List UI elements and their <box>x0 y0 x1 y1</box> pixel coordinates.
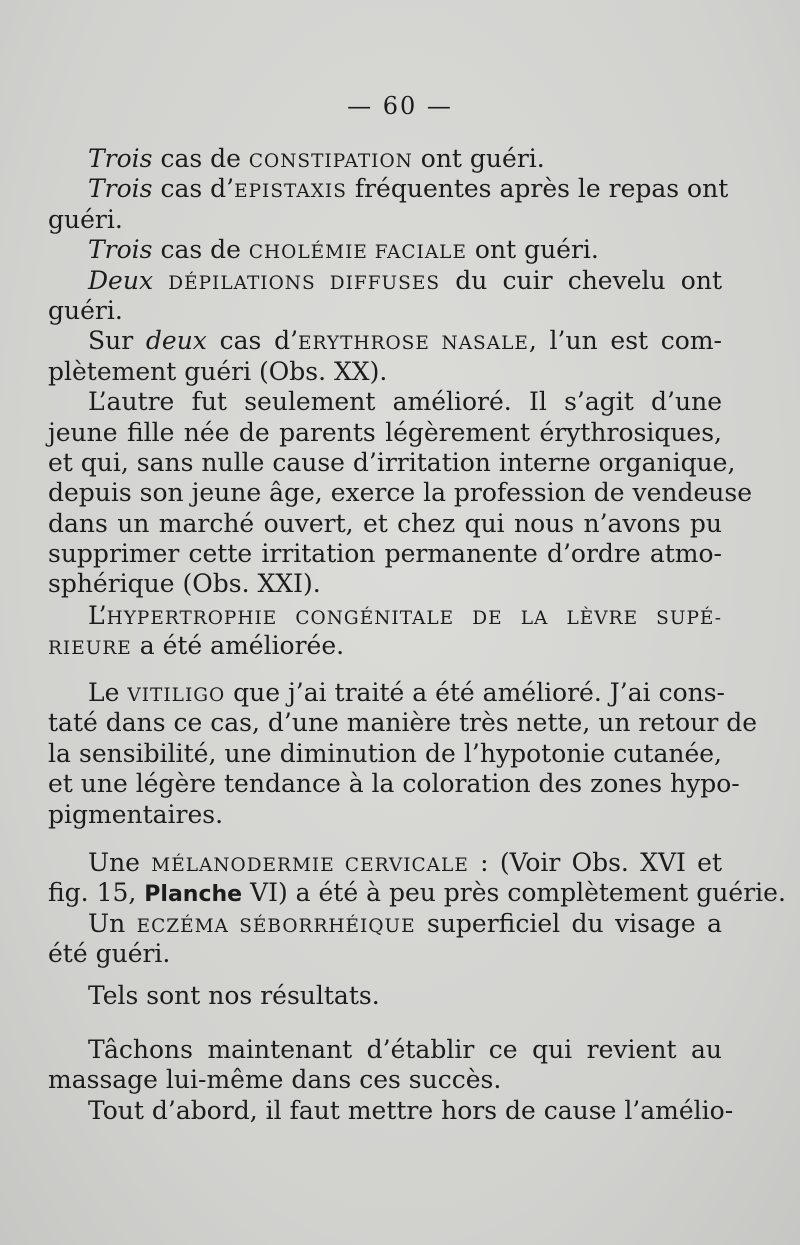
text-line: la sensibilité, une diminution de l’hypotonie cutanée, <box>48 738 722 768</box>
paragraph-results-list <box>48 144 753 600</box>
text-line: Un ECZÉMA SÉBORRHÉIQUE superficiel du visage a <box>88 908 722 938</box>
text-line: Sur deux cas d’ERYTHROSE NASALE, l’un est com- <box>88 326 723 356</box>
text-line: pigmentaires. <box>48 799 224 829</box>
text-line: sphérique (Obs. XXI). <box>48 569 321 599</box>
text-line: L’autre fut seulement amélioré. Il s’agit d’une <box>88 387 722 417</box>
text-line: Tâchons maintenant d’établir ce qui revient au <box>88 1035 722 1064</box>
text-line: guéri. <box>48 295 123 325</box>
text-line: Deux DÉPILATIONS DIFFUSES du cuir chevelu ont <box>88 265 722 295</box>
paragraph-melanodermie <box>48 848 786 970</box>
text-line: Tels sont nos résultats. <box>88 981 380 1010</box>
text-line: Trois cas d’EPISTAXIS fréquentes après le repas ont <box>88 174 729 204</box>
text-line: taté dans ce cas, d’une manière très nette, un retour de <box>48 708 758 738</box>
text-line: guéri. <box>48 204 123 234</box>
text-line: été guéri. <box>48 939 171 969</box>
text-line: Le VITILIGO que j’ai traité a été amélioré. J’ai cons- <box>88 678 725 707</box>
text-line: dans un marché ouvert, et chez qui nous n’avons pu <box>48 508 722 538</box>
page-number: — 60 — <box>347 92 453 120</box>
text-line: L’HYPERTROPHIE CONGÉNITALE DE LA LÈVRE SUPÉ- <box>88 601 722 630</box>
text-line: supprimer cette irritation permanente d’ordre atmo- <box>48 539 722 569</box>
text-line: RIEURE a été améliorée. <box>48 631 345 661</box>
text-line: Une MÉLANODERMIE CERVICALE : (Voir Obs. XVI et <box>88 848 722 877</box>
paragraph-hypertrophie <box>48 601 722 662</box>
paragraph-massage <box>48 1035 734 1126</box>
text-line: et une légère tendance à la coloration des zones hypo- <box>48 769 740 799</box>
text-line: fig. 15, Planche VI) a été à peu près complètement guérie. <box>48 878 786 908</box>
text-line: plètement guéri (Obs. XX). <box>48 356 388 386</box>
text-line: Trois cas de CHOLÉMIE FACIALE ont guéri. <box>88 235 599 265</box>
text-line: Trois cas de CONSTIPATION ont guéri. <box>88 144 545 173</box>
text-line: et qui, sans nulle cause d’irritation interne organique, <box>48 447 736 477</box>
text-line: jeune fille née de parents légèrement érythrosiques, <box>48 417 722 447</box>
text-line: depuis son jeune âge, exerce la profession de vendeuse <box>48 478 753 508</box>
paragraph-vitiligo <box>48 678 758 830</box>
text-line: Tout d’abord, il faut mettre hors de cause l’amélio- <box>88 1095 734 1125</box>
text-line: massage lui-même dans ces succès. <box>48 1065 502 1095</box>
paragraph-results-summary <box>48 981 722 1011</box>
